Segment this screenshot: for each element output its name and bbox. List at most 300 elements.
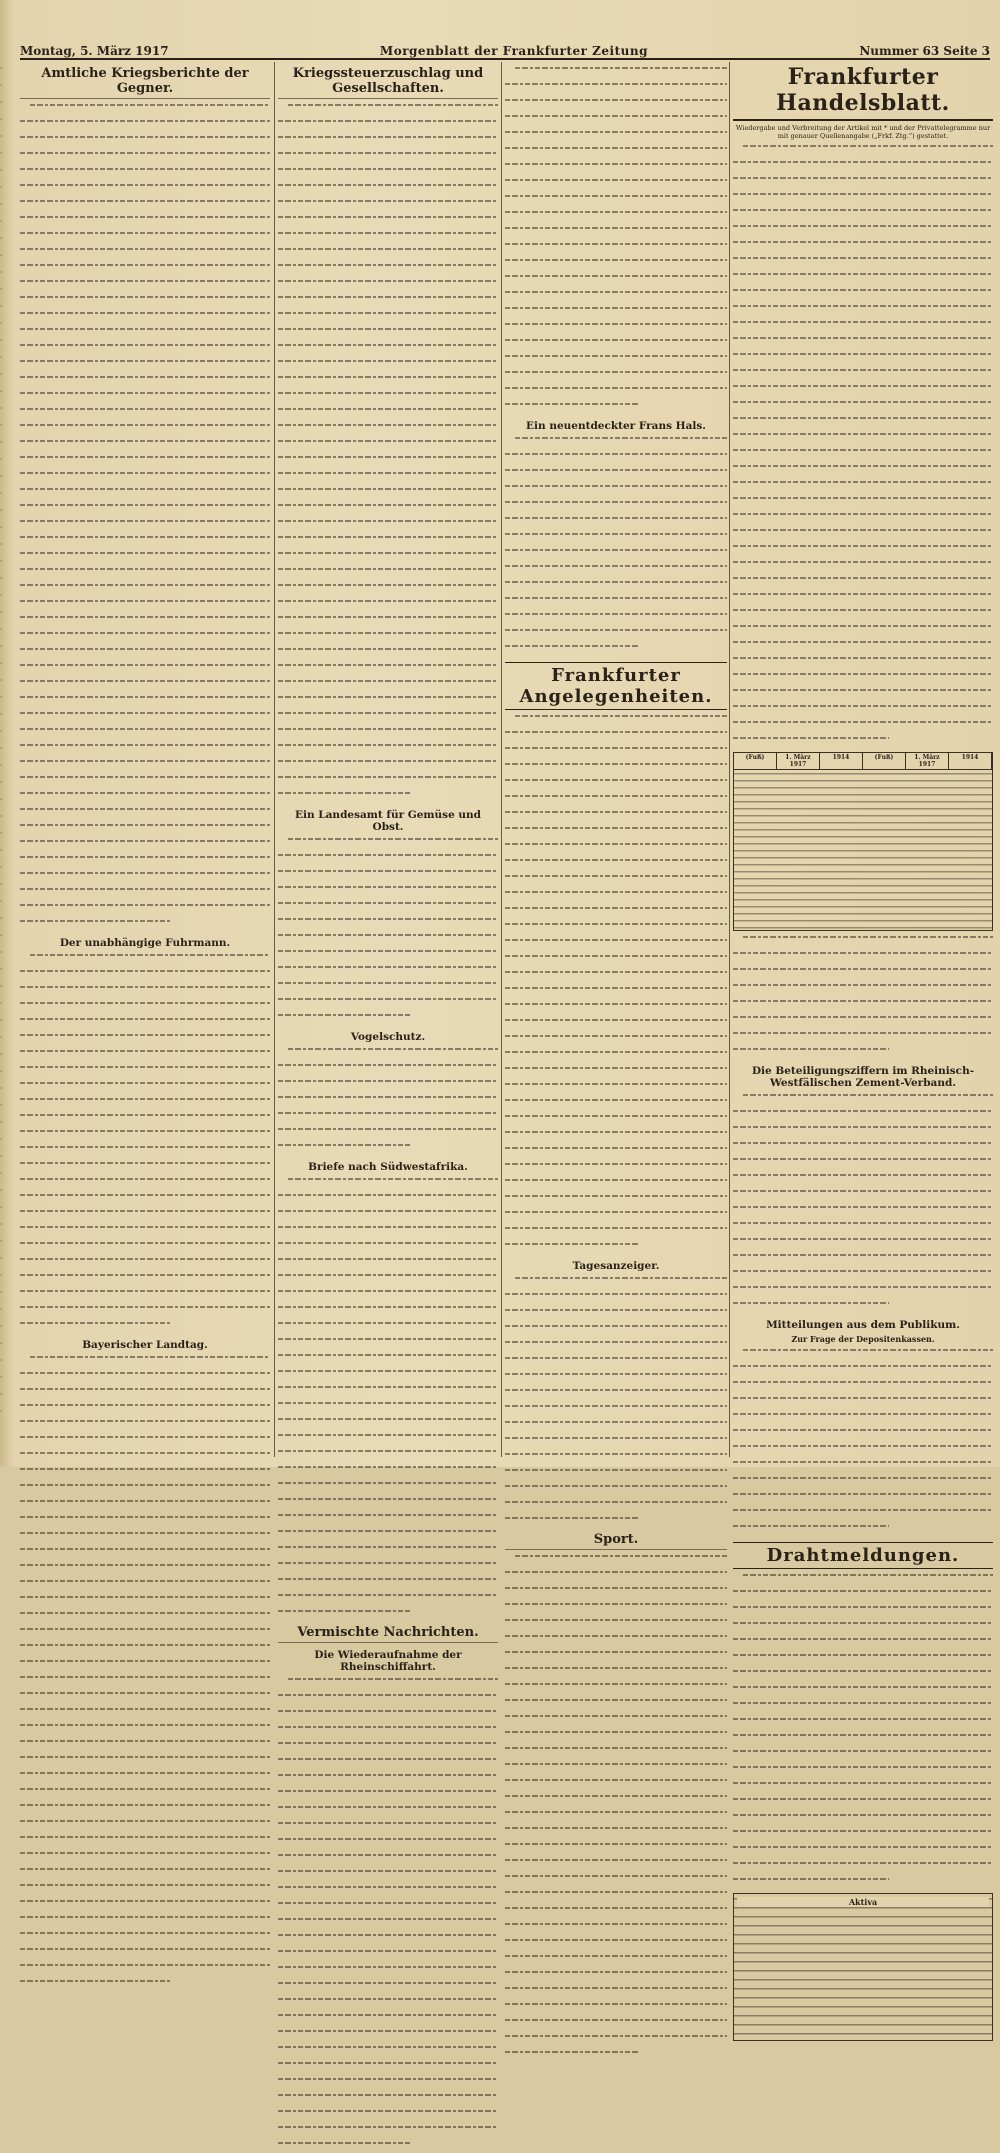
text-line — [505, 485, 727, 497]
text-line — [278, 1982, 498, 1994]
text-line — [733, 1110, 993, 1122]
edge-mark: · — [0, 740, 14, 757]
text-line — [733, 1413, 993, 1425]
text-line — [505, 907, 727, 919]
text-line — [20, 1772, 270, 1784]
text-line — [505, 1555, 727, 1567]
balance-table — [733, 1893, 993, 2041]
text-line — [20, 552, 270, 564]
text-line — [505, 1003, 727, 1015]
article-body — [278, 104, 498, 804]
text-line — [733, 1878, 993, 1890]
text-line — [733, 1222, 993, 1234]
text-line — [278, 1710, 498, 1722]
text-line — [278, 1354, 498, 1366]
text-line — [278, 136, 498, 148]
text-line — [20, 1804, 270, 1816]
edge-mark: · — [0, 1386, 14, 1403]
text-line — [505, 1485, 727, 1497]
text-line — [278, 520, 498, 532]
text-line — [505, 1405, 727, 1417]
text-line — [278, 104, 498, 116]
text-line — [278, 1806, 498, 1818]
column-rule — [729, 62, 730, 1457]
edge-mark: · — [0, 162, 14, 179]
subheadline-depositenkassen: Zur Frage der Depositenkassen. — [733, 1334, 993, 1344]
text-line — [505, 581, 727, 593]
text-line — [20, 248, 270, 260]
text-line — [505, 2035, 727, 2047]
text-line — [278, 1998, 498, 2010]
text-line — [20, 1676, 270, 1688]
text-line — [733, 1461, 993, 1473]
text-line — [278, 2078, 498, 2090]
text-line — [20, 1564, 270, 1576]
text-line — [505, 1131, 727, 1143]
text-line — [20, 152, 270, 164]
text-line — [733, 1622, 993, 1634]
article-body — [20, 954, 270, 1334]
text-line — [20, 856, 270, 868]
text-line — [278, 488, 498, 500]
article-body — [733, 1349, 993, 1537]
text-line — [278, 680, 498, 692]
text-line — [20, 312, 270, 324]
text-line — [20, 696, 270, 708]
edge-mark: · — [0, 298, 14, 315]
text-line — [278, 2046, 498, 2058]
text-line — [733, 1590, 993, 1602]
article-body — [733, 936, 993, 1060]
text-line — [505, 1099, 727, 1111]
text-line — [733, 1429, 993, 1441]
text-line — [505, 437, 727, 449]
text-line — [733, 1798, 993, 1810]
text-line — [733, 1032, 993, 1044]
text-line — [505, 533, 727, 545]
text-line — [505, 1955, 727, 1967]
text-line — [20, 1980, 270, 1992]
column-2 — [278, 62, 498, 1457]
text-line — [278, 696, 498, 708]
text-line — [278, 392, 498, 404]
text-line — [505, 131, 727, 143]
edge-mark: · — [0, 723, 14, 740]
text-line — [278, 1258, 498, 1270]
headline-frans-hals: Ein neuentdeckter Frans Hals. — [505, 420, 727, 432]
article-body — [733, 1094, 993, 1314]
text-line — [20, 1756, 270, 1768]
headline-fuhrmann: Der unabhängige Fuhrmann. — [20, 937, 270, 949]
text-line — [505, 1779, 727, 1791]
text-line — [278, 552, 498, 564]
text-line — [505, 243, 727, 255]
text-line — [20, 456, 270, 468]
text-line — [20, 1596, 270, 1608]
text-line — [733, 1638, 993, 1650]
text-line — [505, 891, 727, 903]
text-line — [20, 920, 270, 932]
text-line — [20, 954, 270, 966]
text-line — [278, 1290, 498, 1302]
text-line — [20, 760, 270, 772]
text-line — [733, 1782, 993, 1794]
text-line — [505, 987, 727, 999]
text-line — [505, 843, 727, 855]
text-line — [505, 147, 727, 159]
text-line — [505, 1389, 727, 1401]
text-line — [20, 280, 270, 292]
text-line — [20, 440, 270, 452]
text-line — [20, 1388, 270, 1400]
text-line — [278, 1322, 498, 1334]
article-body — [733, 145, 993, 749]
text-line — [278, 728, 498, 740]
edge-mark: · — [0, 621, 14, 638]
text-line — [505, 1421, 727, 1433]
text-line — [733, 577, 993, 589]
edge-mark: · — [0, 876, 14, 893]
text-line — [505, 779, 727, 791]
text-line — [20, 1580, 270, 1592]
text-line — [278, 200, 498, 212]
text-line — [278, 2094, 498, 2106]
edge-mark: · — [0, 264, 14, 281]
headline-landesamt: Ein Landesamt für Gemüse und Obst. — [278, 809, 498, 833]
text-line — [278, 360, 498, 372]
text-line — [505, 1051, 727, 1063]
text-line — [20, 1548, 270, 1560]
edge-mark: · — [0, 247, 14, 264]
edge-mark: · — [0, 94, 14, 111]
text-line — [20, 1468, 270, 1480]
text-line — [20, 1082, 270, 1094]
text-line — [20, 728, 270, 740]
text-line — [278, 472, 498, 484]
text-line — [733, 417, 993, 429]
text-line — [733, 369, 993, 381]
text-line — [278, 1450, 498, 1462]
text-line — [278, 1610, 498, 1622]
text-line — [505, 1277, 727, 1289]
text-line — [505, 1067, 727, 1079]
table-header-cell: (Fuß) — [863, 753, 906, 769]
article-body — [278, 838, 498, 1026]
text-line — [505, 1195, 727, 1207]
text-line — [733, 209, 993, 221]
edge-mark: · — [0, 451, 14, 468]
text-line — [733, 1174, 993, 1186]
text-line — [278, 712, 498, 724]
text-line — [505, 1083, 727, 1095]
text-line — [278, 776, 498, 788]
text-line — [505, 1907, 727, 1919]
text-line — [733, 1477, 993, 1489]
text-line — [733, 673, 993, 685]
text-line — [20, 520, 270, 532]
text-line — [278, 1514, 498, 1526]
column-1 — [20, 62, 270, 1457]
text-line — [505, 1827, 727, 1839]
edge-mark: · — [0, 1403, 14, 1420]
text-line — [278, 1064, 498, 1076]
text-line — [278, 934, 498, 946]
table-header-cell: 1. März 1917 — [906, 753, 949, 769]
text-line — [278, 216, 498, 228]
edge-mark: · — [0, 995, 14, 1012]
text-line — [505, 1651, 727, 1663]
text-line — [20, 264, 270, 276]
text-line — [505, 1293, 727, 1305]
text-line — [505, 1923, 727, 1935]
text-line — [20, 232, 270, 244]
text-line — [505, 549, 727, 561]
text-line — [278, 1742, 498, 1754]
text-line — [733, 641, 993, 653]
text-line — [20, 1708, 270, 1720]
text-line — [505, 275, 727, 287]
text-line — [505, 163, 727, 175]
edge-mark: · — [0, 1080, 14, 1097]
text-line — [278, 1758, 498, 1770]
text-line — [20, 1516, 270, 1528]
text-line — [20, 1644, 270, 1656]
text-line — [505, 1619, 727, 1631]
edge-mark: · — [0, 1148, 14, 1165]
headline-vogelschutz: Vogelschutz. — [278, 1031, 498, 1043]
text-line — [505, 1147, 727, 1159]
article-body — [278, 1178, 498, 1622]
text-line — [505, 259, 727, 271]
text-line — [733, 177, 993, 189]
edge-mark: · — [0, 1131, 14, 1148]
text-line — [278, 1242, 498, 1254]
text-line — [505, 1341, 727, 1353]
text-line — [733, 1846, 993, 1858]
text-line — [20, 904, 270, 916]
text-line — [505, 827, 727, 839]
text-line — [733, 1606, 993, 1618]
edge-mark: · — [0, 553, 14, 570]
text-line — [505, 291, 727, 303]
text-line — [505, 747, 727, 759]
text-line — [20, 120, 270, 132]
headline-kriegsberichte: Amtliche Kriegsberichte der Gegner. — [20, 66, 270, 99]
text-line — [20, 328, 270, 340]
text-line — [505, 115, 727, 127]
text-line — [20, 1210, 270, 1222]
text-line — [20, 472, 270, 484]
text-line — [505, 1211, 727, 1223]
edge-mark: · — [0, 570, 14, 587]
text-line — [278, 184, 498, 196]
text-line — [505, 1731, 727, 1743]
text-line — [278, 1594, 498, 1606]
text-line — [733, 625, 993, 637]
edge-mark: · — [0, 281, 14, 298]
text-line — [505, 1971, 727, 1983]
text-line — [505, 715, 727, 727]
text-line — [20, 1194, 270, 1206]
text-line — [20, 1724, 270, 1736]
text-line — [278, 1014, 498, 1026]
text-line — [20, 136, 270, 148]
text-line — [20, 536, 270, 548]
text-line — [505, 939, 727, 951]
text-line — [733, 936, 993, 948]
text-line — [278, 1530, 498, 1542]
column-rule — [274, 62, 275, 1457]
text-line — [278, 280, 498, 292]
text-line — [505, 227, 727, 239]
text-line — [20, 808, 270, 820]
text-line — [733, 433, 993, 445]
text-line — [505, 1667, 727, 1679]
text-line — [733, 1190, 993, 1202]
text-line — [278, 1194, 498, 1206]
text-line — [20, 1868, 270, 1880]
text-line — [733, 385, 993, 397]
text-line — [505, 1795, 727, 1807]
text-line — [278, 1562, 498, 1574]
text-line — [505, 469, 727, 481]
text-line — [733, 1509, 993, 1521]
text-line — [20, 1146, 270, 1158]
text-line — [20, 1932, 270, 1944]
column-4 — [733, 62, 993, 1457]
article-body — [505, 715, 727, 1255]
text-line — [278, 584, 498, 596]
text-line — [733, 561, 993, 573]
text-line — [278, 1934, 498, 1946]
text-line — [278, 168, 498, 180]
edge-mark: · — [0, 1233, 14, 1250]
text-line — [733, 1814, 993, 1826]
text-line — [20, 1258, 270, 1270]
text-line — [733, 1254, 993, 1266]
text-line — [733, 1000, 993, 1012]
edge-mark: · — [0, 332, 14, 349]
headline-vermischte: Vermischte Nachrichten. — [278, 1625, 498, 1643]
text-line — [733, 1016, 993, 1028]
text-line — [733, 1158, 993, 1170]
text-line — [733, 145, 993, 157]
edge-mark: · — [0, 383, 14, 400]
text-line — [278, 456, 498, 468]
market-table — [733, 752, 993, 931]
edge-mark: · — [0, 111, 14, 128]
text-line — [505, 1325, 727, 1337]
text-line — [733, 721, 993, 733]
text-line — [20, 1018, 270, 1030]
text-line — [20, 648, 270, 660]
text-line — [505, 355, 727, 367]
text-line — [20, 168, 270, 180]
text-line — [505, 1373, 727, 1385]
text-line — [20, 408, 270, 420]
text-line — [733, 1445, 993, 1457]
headline-sport: Sport. — [505, 1532, 727, 1550]
text-line — [733, 321, 993, 333]
text-line — [505, 1517, 727, 1529]
text-line — [20, 1178, 270, 1190]
issue-date: Montag, 5. März 1917 — [20, 44, 169, 58]
text-line — [20, 712, 270, 724]
text-line — [505, 971, 727, 983]
text-line — [20, 1628, 270, 1640]
edge-mark: · — [0, 519, 14, 536]
issue-number: Nummer 63 Seite 3 — [859, 44, 990, 58]
text-line — [733, 1718, 993, 1730]
text-line — [733, 1574, 993, 1586]
text-line — [278, 248, 498, 260]
text-line — [20, 1420, 270, 1432]
edge-mark: · — [0, 179, 14, 196]
text-line — [278, 2110, 498, 2122]
text-line — [505, 2003, 727, 2015]
text-line — [20, 1002, 270, 1014]
headline-landtag: Bayerischer Landtag. — [20, 1339, 270, 1351]
article-body — [505, 67, 727, 415]
edge-mark: · — [0, 1216, 14, 1233]
text-line — [278, 344, 498, 356]
text-line — [278, 1854, 498, 1866]
text-line — [20, 840, 270, 852]
text-line — [505, 859, 727, 871]
edge-mark: · — [0, 349, 14, 366]
text-line — [733, 1381, 993, 1393]
text-line — [505, 1035, 727, 1047]
text-line — [20, 1900, 270, 1912]
text-line — [505, 1811, 727, 1823]
text-line — [278, 1370, 498, 1382]
section-subtitle: Wiedergabe und Verbreitung der Artikel mit * und der Privattelegramme nur mit genauer Quellenangabe („Frkf. Ztg.“) gestattet. — [733, 124, 993, 140]
text-line — [278, 264, 498, 276]
article-body — [20, 1356, 270, 1992]
edge-mark: · — [0, 825, 14, 842]
text-line — [733, 1493, 993, 1505]
edge-mark: · — [0, 927, 14, 944]
text-line — [733, 257, 993, 269]
text-line — [20, 872, 270, 884]
edge-mark: · — [0, 1318, 14, 1335]
text-line — [20, 424, 270, 436]
text-line — [505, 1227, 727, 1239]
text-line — [278, 1402, 498, 1414]
text-line — [505, 1763, 727, 1775]
table-rows — [734, 770, 992, 930]
edge-mark: · — [0, 128, 14, 145]
text-line — [505, 613, 727, 625]
text-line — [20, 792, 270, 804]
text-line — [20, 1916, 270, 1928]
article-body — [505, 1555, 727, 2063]
edge-mark: · — [0, 1369, 14, 1386]
text-line — [733, 225, 993, 237]
text-line — [278, 1902, 498, 1914]
text-line — [733, 705, 993, 717]
text-line — [20, 1740, 270, 1752]
edge-mark: · — [0, 315, 14, 332]
table-header-cell: 1914 — [820, 753, 863, 769]
text-line — [278, 1482, 498, 1494]
text-line — [20, 1162, 270, 1174]
text-line — [20, 184, 270, 196]
edge-mark: · — [0, 1284, 14, 1301]
text-line — [20, 970, 270, 982]
text-line — [278, 1886, 498, 1898]
text-line — [20, 1130, 270, 1142]
